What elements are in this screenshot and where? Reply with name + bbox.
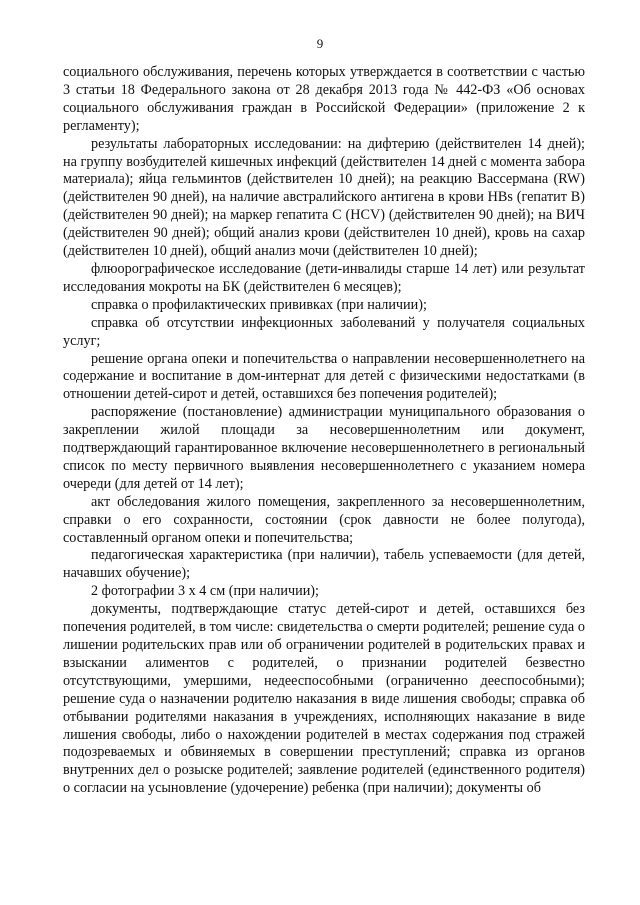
paragraph-no-infection-certificate: справка об отсутствии инфекционных заболеваний у получателя социальных услуг; bbox=[63, 314, 585, 349]
paragraph-lab-results: результаты лабораторных исследовании: на дифтерию (действителен 14 дней); на группу возбудителей кишечных инфекций (действителен 14 дней с момента забора материала); яйца гельминтов (действителен 10 дней); на реакцию Вассермана (RW) (действителен 90 дней), на наличие австралийского антигена в крови HBs (гепатит В) (действителен 90 дней); на маркер гепатита С (HCV) (действителен 90 дней); на ВИЧ (действителен 90 дней); общий анализ крови (действителен 10 дней), кровь на сахар (действителен 10 дней), общий анализ мочи (действителен 10 дней); bbox=[63, 135, 585, 260]
page-number: 9 bbox=[316, 36, 324, 51]
paragraph-social-services-list: социального обслуживания, перечень которых утверждается в соответствии с частью 3 статьи 18 Федерального закона от 28 декабря 2013 года № 442-ФЗ «Об основах социального обслуживания граждан в Российской Федерации» (приложение 2 к регламенту); bbox=[63, 64, 585, 134]
paragraph-pedagogical-profile: педагогическая характеристика (при наличии), табель успеваемости (для детей, начавших обучение); bbox=[63, 547, 585, 582]
paragraph-photos: 2 фотографии 3 х 4 см (при наличии); bbox=[91, 583, 319, 600]
paragraph-fluorography: флюорографическое исследование (дети-инвалиды старше 14 лет) или результат исследования мокроты на БК (действителен 6 месяцев); bbox=[63, 260, 585, 295]
paragraph-housing-order: распоряжение (постановление) администрации муниципального образования о закреплении жилой площади за несовершеннолетним или документ, подтверждающий гарантированное включение несовершеннолетнего в региональный список по месту первичного выявления несовершеннолетнего с указанием номера очереди (для детей от 14 лет); bbox=[63, 404, 585, 492]
document-body bbox=[63, 64, 585, 798]
paragraph-housing-inspection-act: акт обследования жилого помещения, закрепленного за несовершеннолетним, справки о его сохранности, состоянии (срок давности не более полугода), составленный органом опеки и попечительства; bbox=[63, 493, 585, 546]
paragraph-guardianship-decision: решение органа опеки и попечительства о направлении несовершеннолетнего на содержание и воспитание в дом-интернат для детей с физическими недостатками (в отношении детей-сирот и детей, оставшихся без попечения родителей); bbox=[63, 350, 585, 403]
paragraph-vaccination-certificate: справка о профилактических прививках (при наличии); bbox=[91, 296, 427, 313]
paragraph-orphan-status-documents: документы, подтверждающие статус детей-сирот и детей, оставшихся без попечения родителей, в том числе: свидетельства о смерти родителей; решение суда о лишении родительских прав или об ограничении родителей в родительских правах и взыскании алиментов с родителей, о признании родителей безвестно отсутствующими, умершими, недееспособными (ограниченно дееспособными); решение суда о назначении родителю наказания в виде лишения свободы; справка об отбывании родителями наказания в учреждениях, исполняющих наказание в виде лишения свободы, либо о нахождении родителей в местах содержания под стражей подозреваемых и обвиняемых в совершении преступлений; справка из органов внутренних дел о розыске родителей; заявление родителей (единственного родителя) о согласии на усыновление (удочерение) ребенка (при наличии); документы об bbox=[63, 601, 585, 797]
